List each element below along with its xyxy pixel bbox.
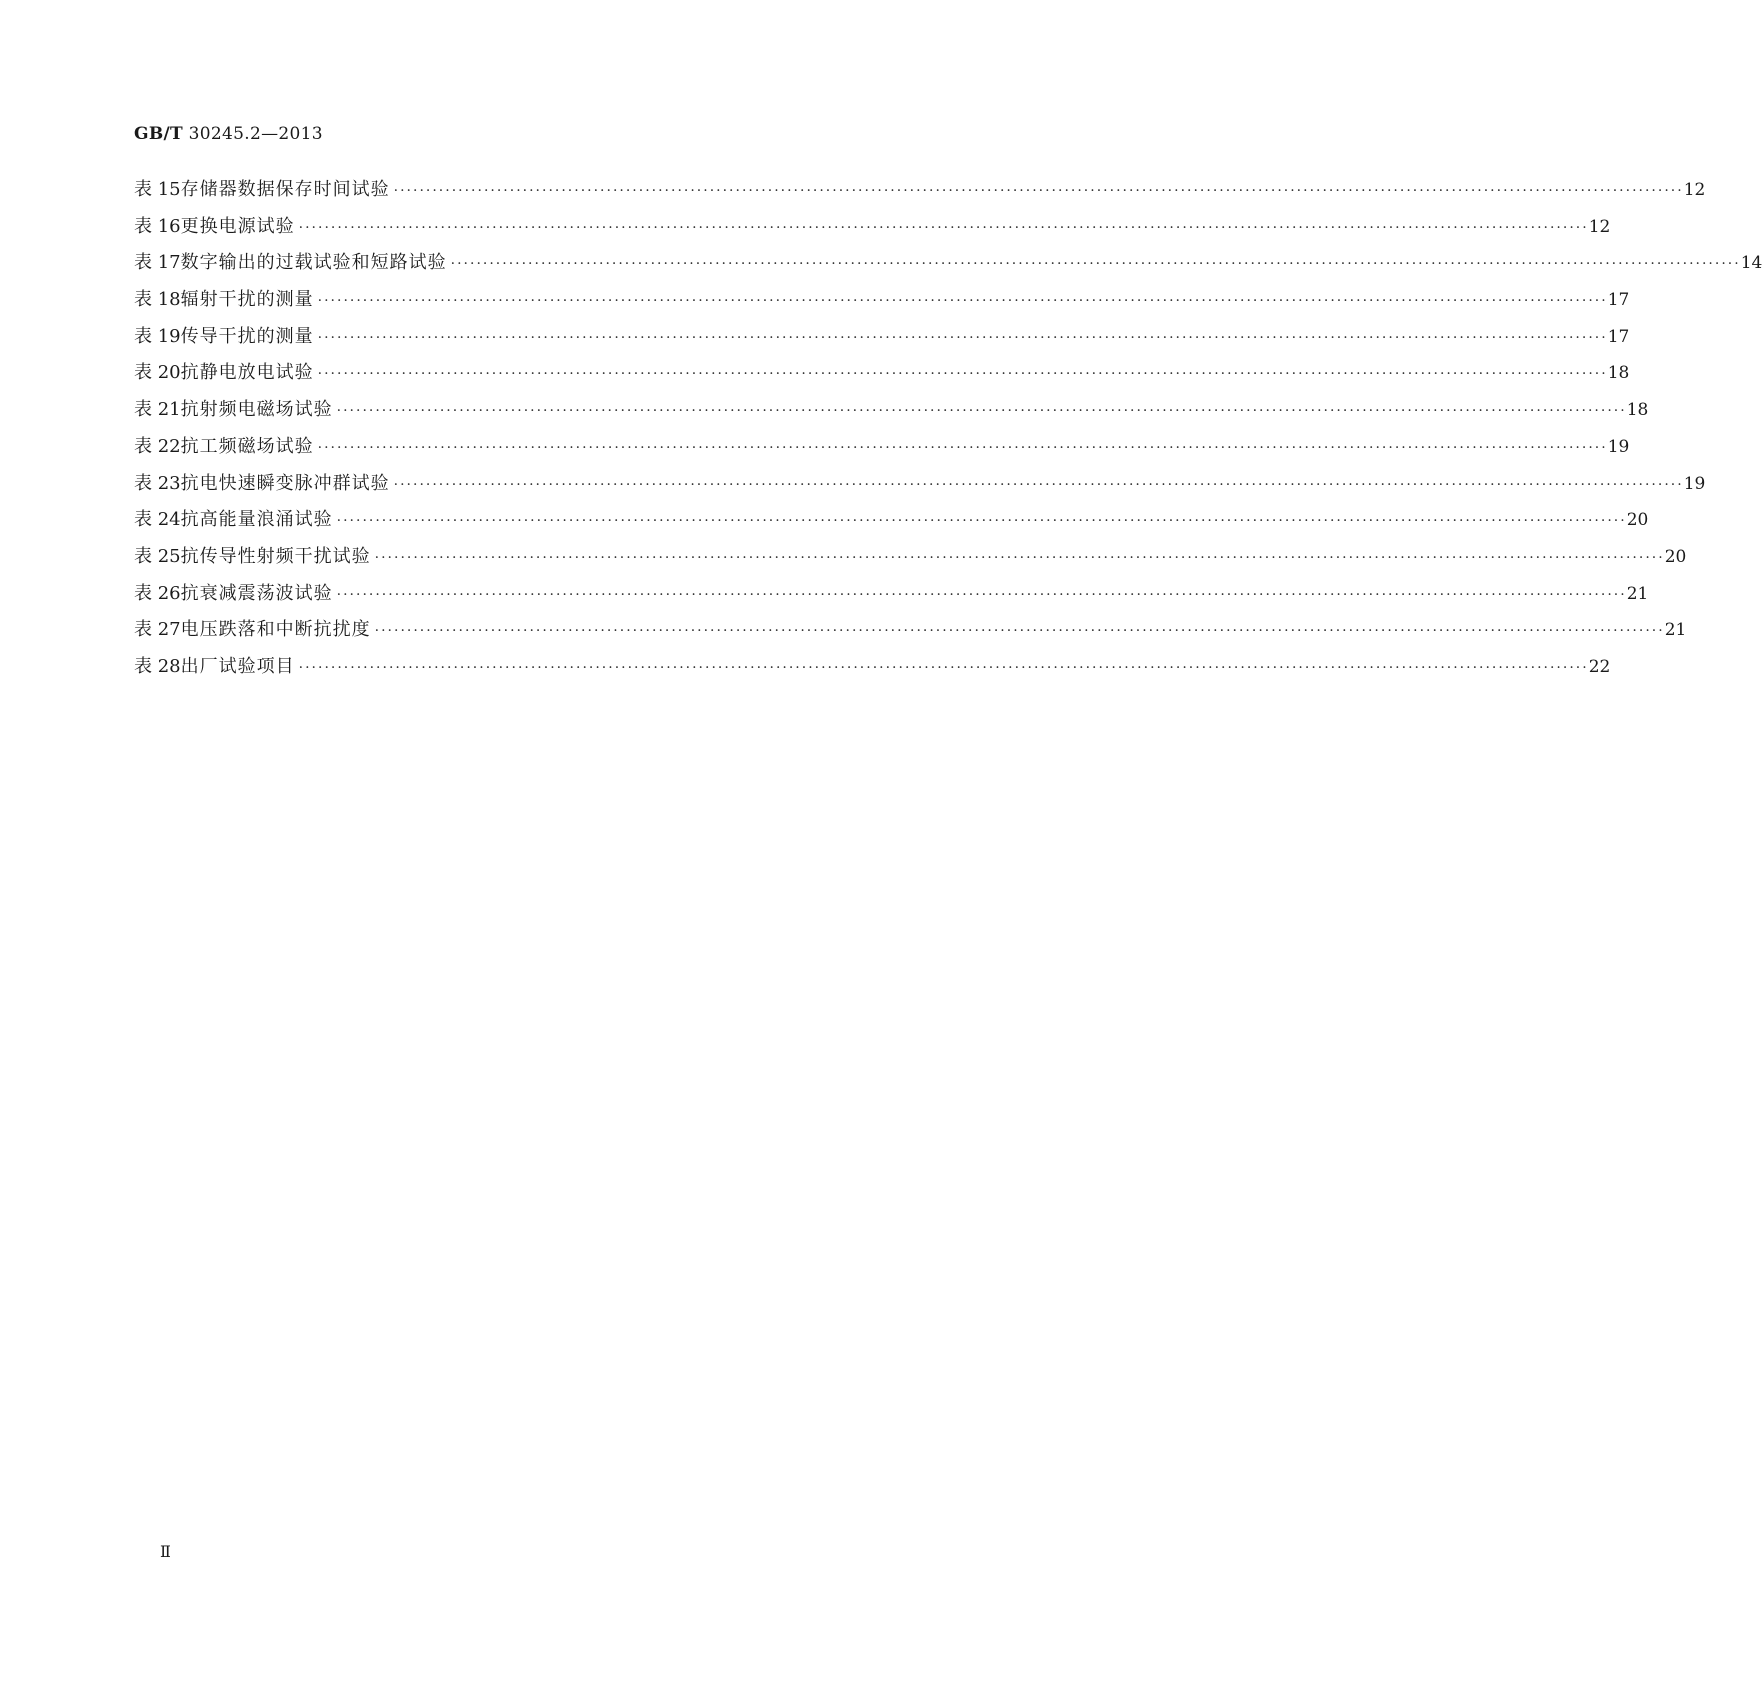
toc-entry-page: 19	[1607, 436, 1630, 457]
standard-header	[134, 124, 323, 144]
toc-entry[interactable]	[134, 248, 1762, 285]
toc-entry-title: 存储器数据保存时间试验	[180, 179, 390, 200]
toc-entry-page: 21	[1626, 583, 1649, 604]
toc-entry-label: 表 15	[134, 179, 181, 200]
toc-leader-dots: ········································································································································································································	[336, 586, 1627, 603]
toc-entry[interactable]	[134, 358, 1630, 395]
toc-leader-dots: ········································································································································································································	[317, 293, 1608, 310]
toc-entry[interactable]	[134, 432, 1630, 469]
toc-entry-page: 20	[1664, 546, 1687, 567]
toc-leader-dots: ········································································································································································································	[374, 549, 1665, 566]
toc-entry-title: 抗电快速瞬变脉冲群试验	[180, 472, 390, 494]
toc-entry-title: 辐射干扰的测量	[180, 289, 314, 311]
toc-leader-dots: ········································································································································································································	[317, 366, 1608, 383]
toc-entry-page: 17	[1607, 290, 1630, 311]
toc-entry-title: 抗静电放电试验	[180, 362, 314, 384]
toc-entry-page: 20	[1626, 510, 1649, 531]
toc-entry-label: 表 26	[134, 582, 181, 604]
toc-entry-page: 18	[1607, 363, 1630, 384]
toc-entry[interactable]	[134, 212, 1611, 249]
toc-entry-title: 数字输出的过载试验和短路试验	[180, 252, 447, 274]
toc-leader-dots: ········································································································································································································	[317, 439, 1608, 456]
page-number: Ⅱ	[160, 1542, 171, 1561]
toc-entry[interactable]	[134, 615, 1687, 652]
toc-leader-dots: ········································································································································································································	[298, 219, 1589, 236]
toc-entry[interactable]	[134, 652, 1611, 689]
toc-entry-title: 传导干扰的测量	[180, 325, 314, 347]
toc-entry-title: 抗传导性射频干扰试验	[180, 545, 371, 567]
toc-entry-label: 表 16	[134, 215, 181, 237]
toc-entry[interactable]	[134, 505, 1649, 542]
toc-entry-title: 抗射频电磁场试验	[180, 399, 333, 421]
toc-leader-dots: ········································································································································································································	[336, 403, 1627, 420]
toc-entry-title: 更换电源试验	[180, 215, 295, 237]
toc-entry[interactable]	[134, 285, 1630, 322]
toc-entry-title: 出厂试验项目	[180, 655, 295, 677]
toc-entry-page: 17	[1607, 326, 1630, 347]
toc-leader-dots: ········································································································································································································	[336, 513, 1627, 530]
toc-entry[interactable]	[134, 395, 1649, 432]
toc-entry-label: 表 22	[134, 435, 181, 457]
toc-entry[interactable]	[134, 175, 1706, 212]
toc-entry-page: 12	[1588, 216, 1611, 237]
toc-entry-page: 14	[1740, 253, 1762, 274]
toc-entry-page: 18	[1626, 400, 1649, 421]
toc-entry-title: 抗衰减震荡波试验	[180, 582, 333, 604]
toc-leader-dots: ········································································································································································································	[393, 183, 1684, 199]
toc-entry[interactable]	[134, 322, 1630, 359]
standard-code: GB/T	[134, 124, 183, 144]
standard-number: 30245.2—2013	[188, 124, 323, 144]
toc-entry-title: 抗工频磁场试验	[180, 435, 314, 457]
toc-leader-dots: ········································································································································································································	[450, 256, 1741, 273]
toc-entry-label: 表 20	[134, 362, 181, 384]
toc-entry[interactable]	[134, 469, 1706, 506]
toc-leader-dots: ········································································································································································································	[317, 329, 1608, 346]
toc-entry[interactable]	[134, 542, 1687, 579]
toc-entry-page: 19	[1683, 473, 1706, 494]
table-list	[134, 175, 1762, 689]
toc-entry[interactable]	[134, 579, 1649, 616]
toc-leader-dots: ········································································································································································································	[374, 623, 1665, 640]
toc-entry-label: 表 27	[134, 619, 181, 641]
toc-entry-title: 抗高能量浪涌试验	[180, 509, 333, 531]
toc-entry-label: 表 23	[134, 472, 181, 494]
toc-entry-page: 12	[1683, 180, 1706, 200]
toc-entry-label: 表 21	[134, 399, 181, 421]
toc-entry-label: 表 24	[134, 509, 181, 531]
toc-entry-label: 表 28	[134, 655, 181, 677]
toc-leader-dots: ········································································································································································································	[298, 659, 1589, 676]
toc-entry-title: 电压跌落和中断抗扰度	[180, 619, 371, 641]
toc-entry-page: 22	[1588, 656, 1611, 677]
toc-entry-label: 表 19	[134, 325, 181, 347]
toc-entry-label: 表 17	[134, 252, 181, 274]
toc-entry-label: 表 25	[134, 545, 181, 567]
toc-leader-dots: ········································································································································································································	[393, 476, 1684, 493]
toc-entry-page: 21	[1664, 620, 1687, 641]
toc-entry-label: 表 18	[134, 289, 181, 311]
